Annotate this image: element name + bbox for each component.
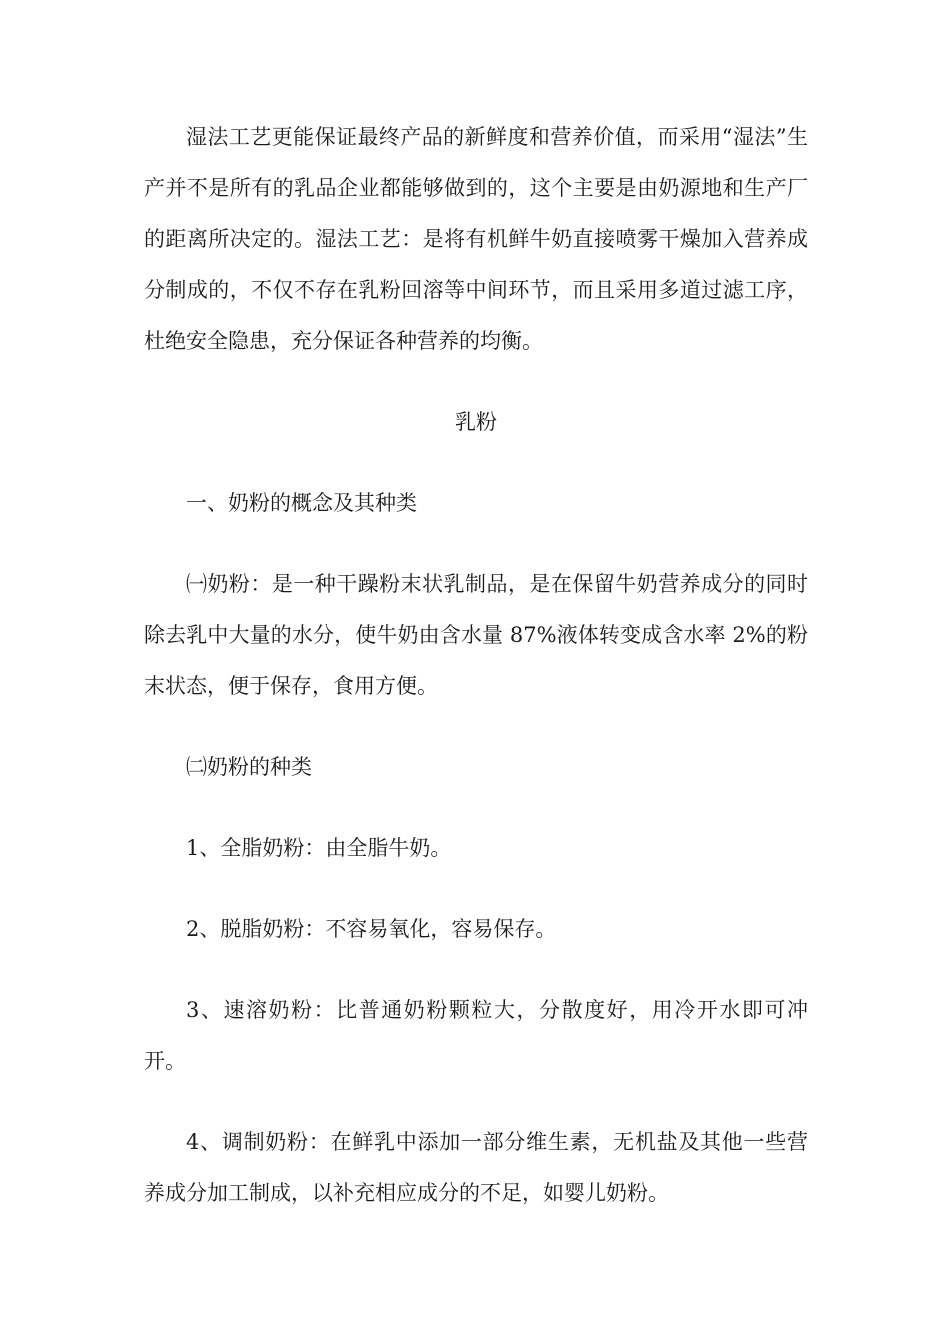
spacer: [144, 874, 808, 904]
spacer: [144, 448, 808, 478]
spacer: [144, 367, 808, 397]
list-item-instant-milk-powder: 3、速溶奶粉：比普通奶粉颗粒大，分散度好，用冷开水即可冲开。: [144, 998, 808, 1073]
heading-concept-and-types: 一、奶粉的概念及其种类: [186, 491, 417, 515]
list-item-whole-milk-powder: 1、全脂奶粉：由全脂牛奶。: [186, 836, 452, 860]
spacer: [144, 793, 808, 823]
spacer: [144, 712, 808, 742]
types-heading: ㈡奶粉的种类: [186, 755, 312, 779]
spacer: [144, 529, 808, 559]
section-title: 乳粉: [455, 410, 497, 434]
document-body: [144, 112, 808, 1219]
list-item-skim-milk-powder: 2、脱脂奶粉：不容易氧化，容易保存。: [186, 917, 557, 941]
concept-paragraph: ㈠奶粉：是一种干躁粉末状乳制品，是在保留牛奶营养成分的同时除去乳中大量的水分，使牛奶由含水量 87%液体转变成含水率 2%的粉末状态，便于保存，食用方便。: [144, 572, 808, 698]
spacer: [144, 1087, 808, 1117]
intro-paragraph: 湿法工艺更能保证最终产品的新鲜度和营养价值，而采用“湿法”生产并不是所有的乳品企业都能够做到的，这个主要是由奶源地和生产厂的距离所决定的。湿法工艺：是将有机鲜牛奶直接喷雾干燥加入营养成分制成的，不仅不存在乳粉回溶等中间环节，而且采用多道过滤工序，杜绝安全隐患，充分保证各种营养的均衡。: [144, 125, 808, 353]
spacer: [144, 955, 808, 985]
list-item-formulated-milk-powder: 4、调制奶粉：在鲜乳中添加一部分维生素，无机盐及其他一些营养成分加工制成，以补充相应成分的不足，如婴儿奶粉。: [144, 1130, 808, 1205]
